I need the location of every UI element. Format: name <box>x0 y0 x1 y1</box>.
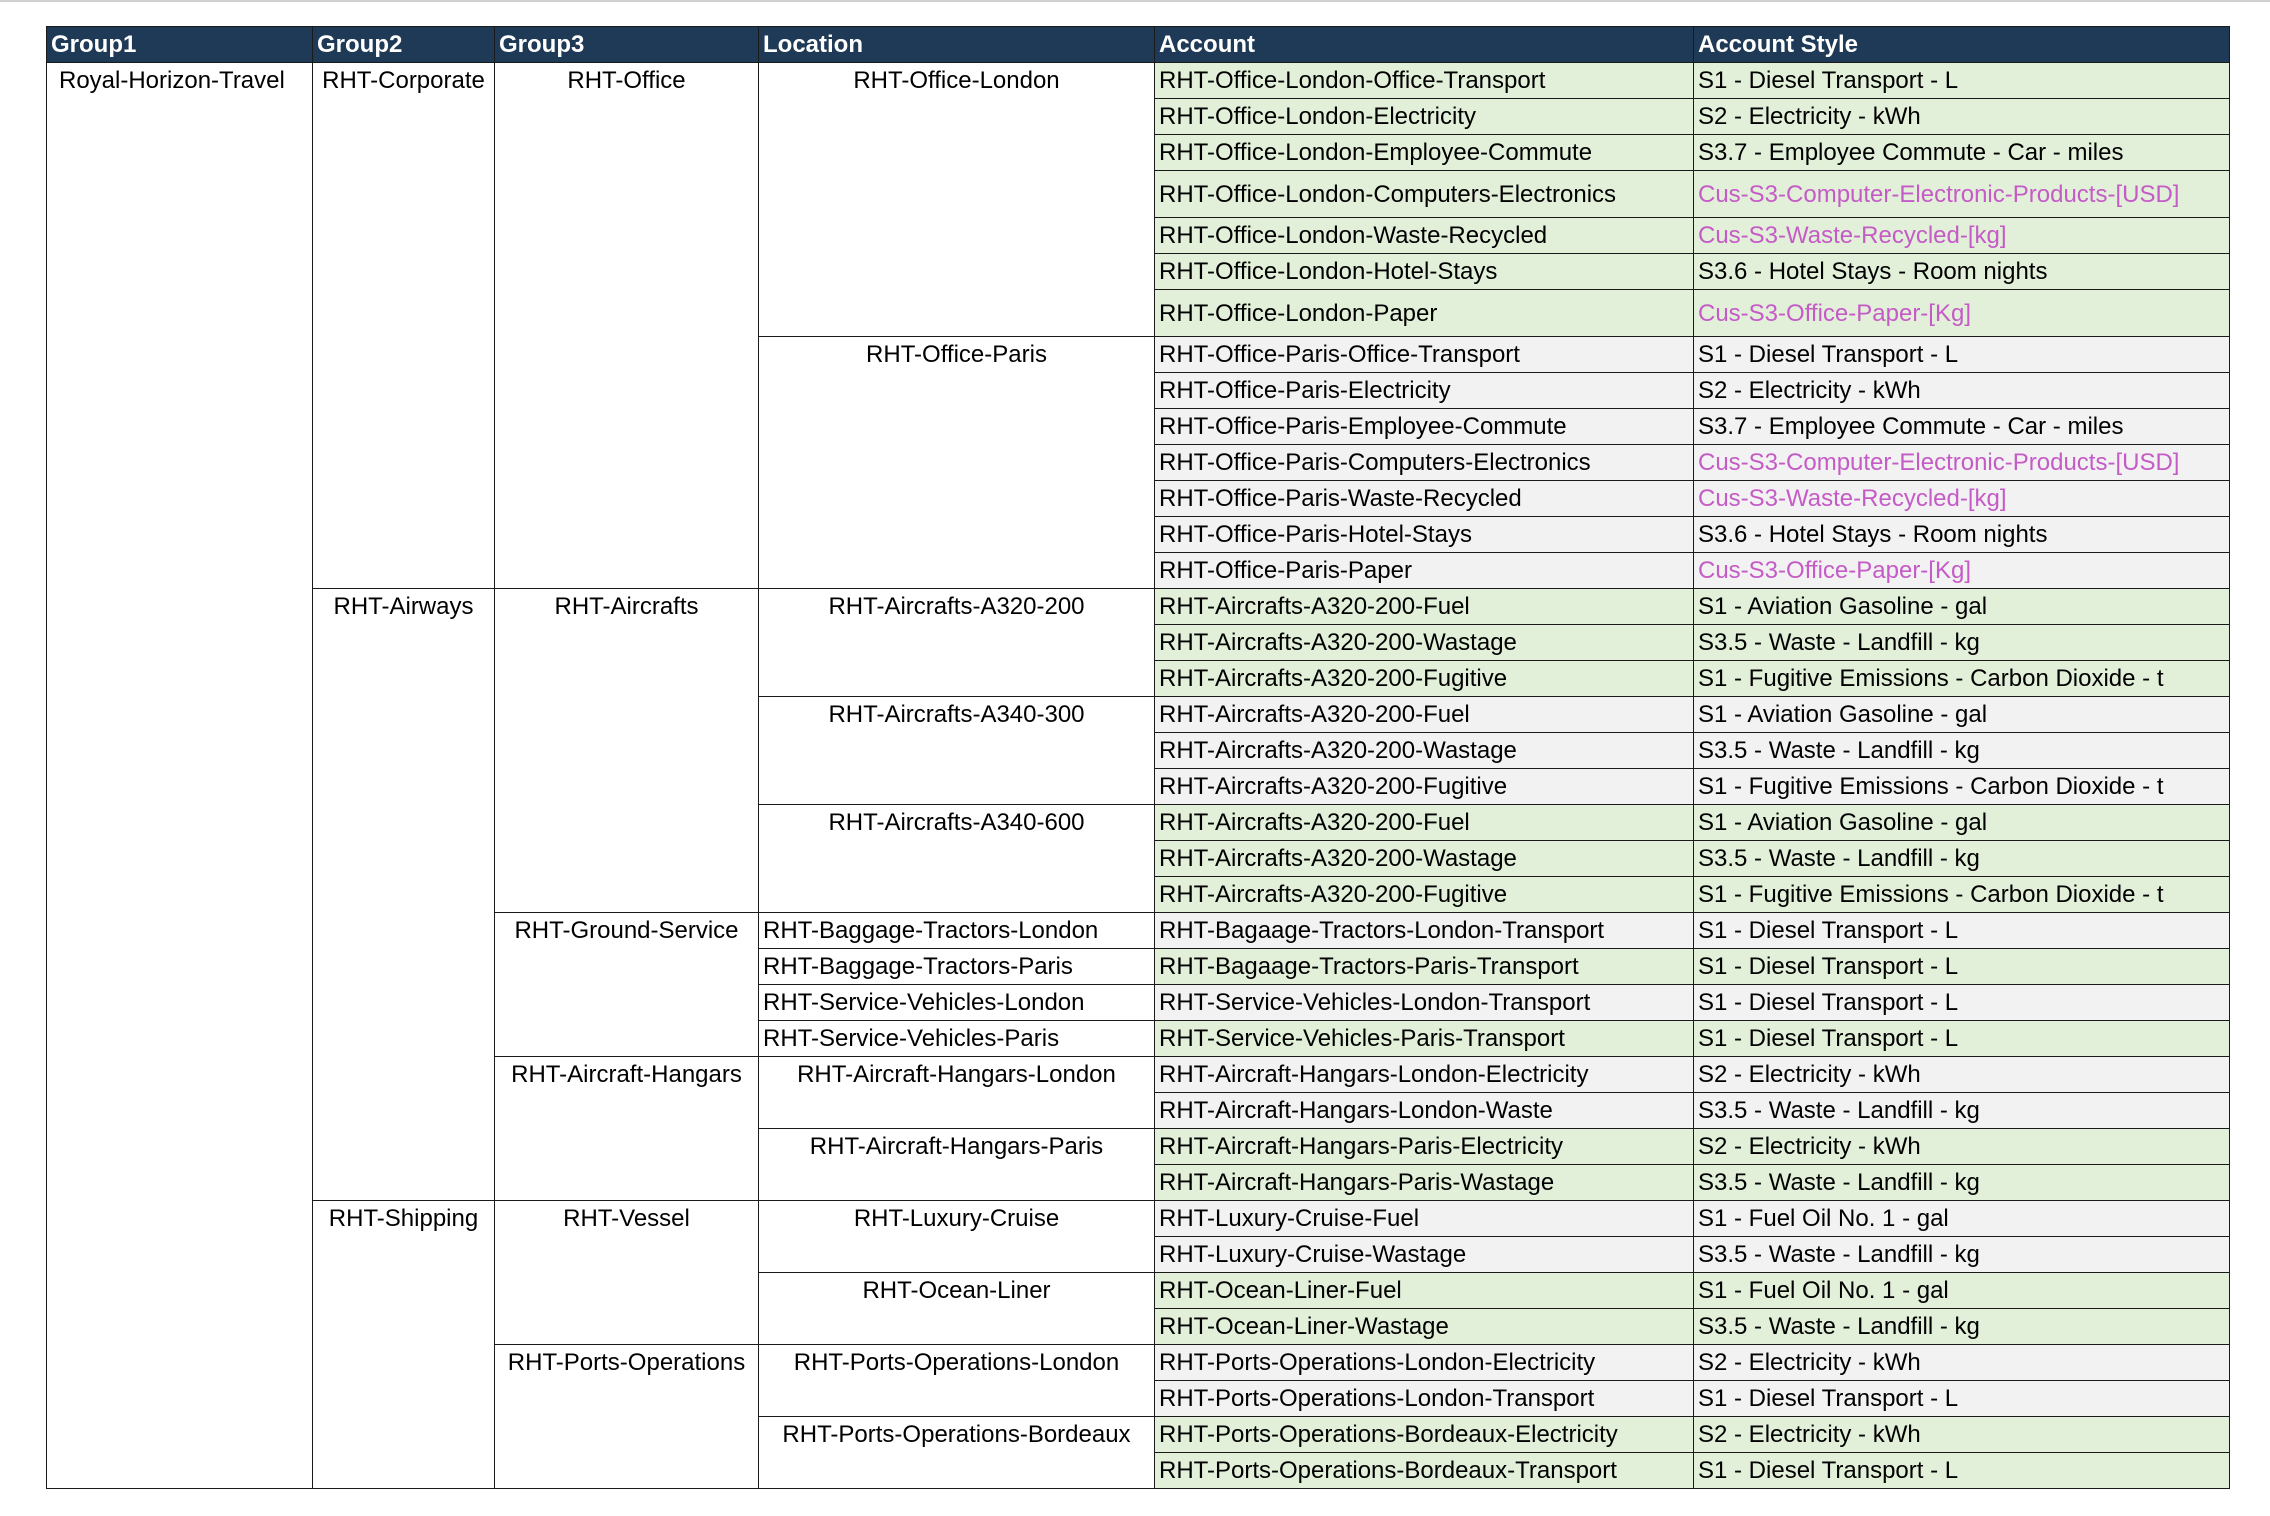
group3-cell: RHT-Ground-Service <box>495 913 759 1057</box>
group3-cell: RHT-Aircrafts <box>495 589 759 913</box>
group2-cell: RHT-Airways <box>313 589 495 1201</box>
header-row <box>47 27 2230 63</box>
account-style-cell: S1 - Fugitive Emissions - Carbon Dioxide - t <box>1694 769 2230 805</box>
account-style-cell: S1 - Aviation Gasoline - gal <box>1694 805 2230 841</box>
account-style-cell: S3.6 - Hotel Stays - Room nights <box>1694 517 2230 553</box>
account-cell: RHT-Aircrafts-A320-200-Fuel <box>1155 697 1694 733</box>
account-style-cell: S1 - Diesel Transport - L <box>1694 337 2230 373</box>
account-style-cell: S1 - Diesel Transport - L <box>1694 63 2230 99</box>
location-cell: RHT-Baggage-Tractors-Paris <box>759 949 1155 985</box>
account-cell: RHT-Aircraft-Hangars-Paris-Electricity <box>1155 1129 1694 1165</box>
account-cell: RHT-Office-Paris-Electricity <box>1155 373 1694 409</box>
account-cell: RHT-Office-London-Electricity <box>1155 99 1694 135</box>
account-style-cell: S1 - Aviation Gasoline - gal <box>1694 589 2230 625</box>
location-cell: RHT-Aircrafts-A340-600 <box>759 805 1155 913</box>
group2-cell: RHT-Corporate <box>313 63 495 589</box>
account-cell: RHT-Bagaage-Tractors-Paris-Transport <box>1155 949 1694 985</box>
location-cell: RHT-Service-Vehicles-London <box>759 985 1155 1021</box>
account-style-cell: S2 - Electricity - kWh <box>1694 373 2230 409</box>
location-cell: RHT-Ocean-Liner <box>759 1273 1155 1345</box>
group1-cell: Royal-Horizon-Travel <box>47 63 313 1489</box>
account-style-cell: Cus-S3-Computer-Electronic-Products-[USD] <box>1694 171 2230 218</box>
account-cell: RHT-Office-London-Waste-Recycled <box>1155 218 1694 254</box>
account-cell: RHT-Ports-Operations-London-Electricity <box>1155 1345 1694 1381</box>
account-style-cell: S3.5 - Waste - Landfill - kg <box>1694 625 2230 661</box>
account-cell: RHT-Aircrafts-A320-200-Wastage <box>1155 841 1694 877</box>
account-cell: RHT-Ocean-Liner-Fuel <box>1155 1273 1694 1309</box>
account-cell: RHT-Office-Paris-Paper <box>1155 553 1694 589</box>
account-style-cell: S1 - Diesel Transport - L <box>1694 1453 2230 1489</box>
account-cell: RHT-Office-Paris-Waste-Recycled <box>1155 481 1694 517</box>
account-style-cell: S3.5 - Waste - Landfill - kg <box>1694 841 2230 877</box>
account-style-cell: Cus-S3-Waste-Recycled-[kg] <box>1694 481 2230 517</box>
location-cell: RHT-Aircraft-Hangars-London <box>759 1057 1155 1129</box>
account-style-cell: Cus-S3-Office-Paper-[Kg] <box>1694 290 2230 337</box>
account-cell: RHT-Office-London-Hotel-Stays <box>1155 254 1694 290</box>
account-cell: RHT-Bagaage-Tractors-London-Transport <box>1155 913 1694 949</box>
account-cell: RHT-Office-Paris-Computers-Electronics <box>1155 445 1694 481</box>
account-style-cell: S1 - Fuel Oil No. 1 - gal <box>1694 1201 2230 1237</box>
table-row <box>47 589 2230 625</box>
account-style-cell: S3.7 - Employee Commute - Car - miles <box>1694 135 2230 171</box>
group2-cell: RHT-Shipping <box>313 1201 495 1489</box>
location-cell: RHT-Office-London <box>759 63 1155 337</box>
account-style-cell: Cus-S3-Office-Paper-[Kg] <box>1694 553 2230 589</box>
account-style-cell: S3.7 - Employee Commute - Car - miles <box>1694 409 2230 445</box>
account-cell: RHT-Aircrafts-A320-200-Fuel <box>1155 589 1694 625</box>
account-cell: RHT-Aircraft-Hangars-London-Electricity <box>1155 1057 1694 1093</box>
account-cell: RHT-Aircrafts-A320-200-Fugitive <box>1155 877 1694 913</box>
account-style-cell: S3.5 - Waste - Landfill - kg <box>1694 1093 2230 1129</box>
location-cell: RHT-Service-Vehicles-Paris <box>759 1021 1155 1057</box>
account-cell: RHT-Office-London-Paper <box>1155 290 1694 337</box>
location-cell: RHT-Office-Paris <box>759 337 1155 589</box>
table-row <box>47 63 2230 99</box>
account-cell: RHT-Luxury-Cruise-Fuel <box>1155 1201 1694 1237</box>
account-cell: RHT-Aircrafts-A320-200-Wastage <box>1155 733 1694 769</box>
table-row <box>47 1201 2230 1237</box>
account-cell: RHT-Aircrafts-A320-200-Fugitive <box>1155 661 1694 697</box>
location-cell: RHT-Ports-Operations-London <box>759 1345 1155 1417</box>
location-cell: RHT-Luxury-Cruise <box>759 1201 1155 1273</box>
account-style-cell: S1 - Diesel Transport - L <box>1694 985 2230 1021</box>
account-cell: RHT-Aircrafts-A320-200-Wastage <box>1155 625 1694 661</box>
account-style-cell: S3.5 - Waste - Landfill - kg <box>1694 1309 2230 1345</box>
account-style-cell: Cus-S3-Waste-Recycled-[kg] <box>1694 218 2230 254</box>
account-style-cell: S3.5 - Waste - Landfill - kg <box>1694 1237 2230 1273</box>
account-cell: RHT-Ports-Operations-Bordeaux-Electricity <box>1155 1417 1694 1453</box>
location-cell: RHT-Ports-Operations-Bordeaux <box>759 1417 1155 1489</box>
header-group1: Group1 <box>47 27 313 63</box>
group3-cell: RHT-Office <box>495 63 759 589</box>
header-account: Account <box>1155 27 1694 63</box>
location-cell: RHT-Aircrafts-A320-200 <box>759 589 1155 697</box>
account-style-cell: S2 - Electricity - kWh <box>1694 99 2230 135</box>
account-hierarchy-table <box>46 26 2230 1489</box>
account-style-cell: S2 - Electricity - kWh <box>1694 1057 2230 1093</box>
account-cell: RHT-Office-Paris-Hotel-Stays <box>1155 517 1694 553</box>
account-style-cell: S3.5 - Waste - Landfill - kg <box>1694 733 2230 769</box>
group3-cell: RHT-Vessel <box>495 1201 759 1345</box>
account-cell: RHT-Office-Paris-Office-Transport <box>1155 337 1694 373</box>
account-cell: RHT-Aircraft-Hangars-Paris-Wastage <box>1155 1165 1694 1201</box>
account-cell: RHT-Aircrafts-A320-200-Fugitive <box>1155 769 1694 805</box>
header-group3: Group3 <box>495 27 759 63</box>
header-group2: Group2 <box>313 27 495 63</box>
group3-cell: RHT-Aircraft-Hangars <box>495 1057 759 1201</box>
account-cell: RHT-Service-Vehicles-Paris-Transport <box>1155 1021 1694 1057</box>
header-location: Location <box>759 27 1155 63</box>
account-style-cell: S2 - Electricity - kWh <box>1694 1345 2230 1381</box>
top-divider <box>0 0 2270 2</box>
account-style-cell: S3.6 - Hotel Stays - Room nights <box>1694 254 2230 290</box>
account-style-cell: S3.5 - Waste - Landfill - kg <box>1694 1165 2230 1201</box>
location-cell: RHT-Baggage-Tractors-London <box>759 913 1155 949</box>
account-cell: RHT-Ports-Operations-Bordeaux-Transport <box>1155 1453 1694 1489</box>
account-cell: RHT-Aircraft-Hangars-London-Waste <box>1155 1093 1694 1129</box>
account-style-cell: S1 - Diesel Transport - L <box>1694 913 2230 949</box>
account-cell: RHT-Service-Vehicles-London-Transport <box>1155 985 1694 1021</box>
account-style-cell: S1 - Diesel Transport - L <box>1694 1381 2230 1417</box>
account-cell: RHT-Office-London-Employee-Commute <box>1155 135 1694 171</box>
account-cell: RHT-Office-London-Office-Transport <box>1155 63 1694 99</box>
account-cell: RHT-Office-Paris-Employee-Commute <box>1155 409 1694 445</box>
header-account-style: Account Style <box>1694 27 2230 63</box>
account-style-cell: S1 - Diesel Transport - L <box>1694 949 2230 985</box>
account-style-cell: S1 - Aviation Gasoline - gal <box>1694 697 2230 733</box>
location-cell: RHT-Aircrafts-A340-300 <box>759 697 1155 805</box>
account-cell: RHT-Ocean-Liner-Wastage <box>1155 1309 1694 1345</box>
account-cell: RHT-Ports-Operations-London-Transport <box>1155 1381 1694 1417</box>
group3-cell: RHT-Ports-Operations <box>495 1345 759 1489</box>
account-cell: RHT-Office-London-Computers-Electronics <box>1155 171 1694 218</box>
account-cell: RHT-Aircrafts-A320-200-Fuel <box>1155 805 1694 841</box>
account-style-cell: S1 - Fugitive Emissions - Carbon Dioxide - t <box>1694 661 2230 697</box>
account-style-cell: Cus-S3-Computer-Electronic-Products-[USD] <box>1694 445 2230 481</box>
account-style-cell: S2 - Electricity - kWh <box>1694 1129 2230 1165</box>
location-cell: RHT-Aircraft-Hangars-Paris <box>759 1129 1155 1201</box>
account-style-cell: S2 - Electricity - kWh <box>1694 1417 2230 1453</box>
account-cell: RHT-Luxury-Cruise-Wastage <box>1155 1237 1694 1273</box>
account-style-cell: S1 - Fugitive Emissions - Carbon Dioxide - t <box>1694 877 2230 913</box>
account-style-cell: S1 - Diesel Transport - L <box>1694 1021 2230 1057</box>
account-style-cell: S1 - Fuel Oil No. 1 - gal <box>1694 1273 2230 1309</box>
